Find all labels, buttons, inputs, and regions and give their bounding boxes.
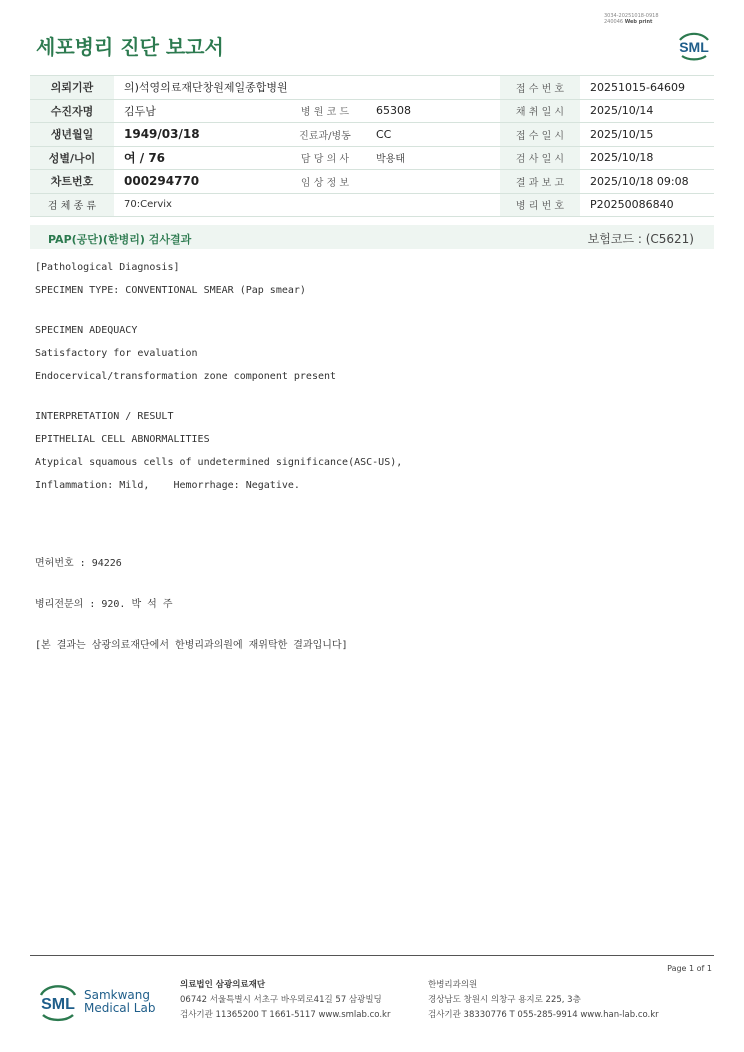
info-row <box>30 146 714 170</box>
value-sex-age: 여 / 76 <box>114 146 284 170</box>
samkwang-logo <box>36 981 80 1025</box>
logo-text: SML <box>41 996 75 1013</box>
sml-logo <box>674 28 714 64</box>
label-clinical-info: 임 상 정 보 <box>284 170 366 194</box>
result-section-header <box>30 225 714 249</box>
result-line: Satisfactory for evaluation <box>35 348 198 359</box>
label-sex-age: 성별/나이 <box>30 146 114 170</box>
value-receipt-date: 2025/10/15 <box>580 123 714 147</box>
value-clinical-info <box>366 170 500 194</box>
label-specimen-type: 검 체 종 류 <box>30 193 114 217</box>
value-department: CC <box>366 123 500 147</box>
brand-name <box>84 989 155 1015</box>
result-line: Atypical squamous cells of undetermined significance(ASC-US), <box>35 457 403 468</box>
insurance-code: 보험코드 : (C5621) <box>587 232 694 246</box>
label-pathology-number: 병 리 번 호 <box>500 193 580 217</box>
footer-divider <box>30 955 714 956</box>
org-contact: 검사기관 38330776 T 055-285-9914 www.han-lab.co.kr <box>428 1010 659 1020</box>
section-title: PAP(공단)(한병리) 검사결과 <box>48 233 192 246</box>
value-result-report: 2025/10/18 09:08 <box>580 170 714 194</box>
label-attending-doctor: 담 당 의 사 <box>284 146 366 170</box>
label-patient-name: 수진자명 <box>30 99 114 123</box>
org-name: 한병리과의원 <box>428 980 478 990</box>
label-result-report: 결 과 보 고 <box>500 170 580 194</box>
org-samkwang <box>180 978 390 1023</box>
value-collection-date: 2025/10/14 <box>580 99 714 123</box>
org-name: 의료법인 삼광의료재단 <box>180 980 266 990</box>
label-receipt-number: 접 수 번 호 <box>500 76 580 100</box>
brand-line1: Samkwang <box>84 988 150 1002</box>
value-test-date: 2025/10/18 <box>580 146 714 170</box>
print-id <box>604 13 659 25</box>
value-pathology-number: P20250086840 <box>580 193 714 217</box>
outsourcing-note: [본 결과는 삼광의료재단에서 한병리과의원에 재위탁한 결과입니다] <box>35 640 348 651</box>
result-line: Inflammation: Mild, Hemorrhage: Negative. <box>35 480 300 491</box>
value-attending-doctor: 박용태 <box>366 146 500 170</box>
value-requesting-institution: 의)석영의료재단창원제일종합병원 <box>114 76 500 100</box>
org-address: 경상남도 창원시 의창구 용지로 225, 3층 <box>428 995 581 1005</box>
result-line: EPITHELIAL CELL ABNORMALITIES <box>35 434 210 445</box>
license-number: 면허번호 : 94226 <box>35 558 122 569</box>
label-chart-number: 차트번호 <box>30 170 114 194</box>
label-hospital-code: 병 원 코 드 <box>284 99 366 123</box>
page-number: Page 1 of 1 <box>667 964 712 973</box>
value-birth-date: 1949/03/18 <box>114 123 284 147</box>
patient-info-table <box>30 75 714 217</box>
label-birth-date: 생년월일 <box>30 123 114 147</box>
value-receipt-number: 20251015-64609 <box>580 76 714 100</box>
value-chart-number: 000294770 <box>114 170 284 194</box>
result-line: SPECIMEN ADEQUACY <box>35 325 138 336</box>
org-hanpathology <box>428 978 659 1023</box>
org-contact: 검사기관 11365200 T 1661-5117 www.smlab.co.kr <box>180 1010 391 1020</box>
print-id-line2 <box>604 19 659 25</box>
info-row <box>30 193 714 217</box>
label-receipt-date: 접 수 일 시 <box>500 123 580 147</box>
result-line: INTERPRETATION / RESULT <box>35 411 174 422</box>
label-collection-date: 채 취 일 시 <box>500 99 580 123</box>
value-hospital-code: 65308 <box>366 99 500 123</box>
result-line: Endocervical/transformation zone component present <box>35 371 337 382</box>
print-id-code: 240046 <box>604 19 624 25</box>
label-requesting-institution: 의뢰기관 <box>30 76 114 100</box>
label-department: 진료과/병동 <box>284 123 366 147</box>
org-address: 06742 서울특별시 서초구 바우뫼로41길 57 삼광빌딩 <box>180 995 382 1005</box>
result-line: SPECIMEN TYPE: CONVENTIONAL SMEAR (Pap smear) <box>35 285 306 296</box>
pathologist: 병리전문의 : 920. 박 석 주 <box>35 599 173 610</box>
label-test-date: 검 사 일 시 <box>500 146 580 170</box>
value-specimen-type: 70:Cervix <box>114 193 500 217</box>
brand-line2: Medical Lab <box>84 1001 156 1015</box>
value-patient-name: 김두남 <box>114 99 284 123</box>
print-id-line1: 3034-20251018-0918 <box>604 13 659 19</box>
info-row <box>30 76 714 100</box>
print-id-label: Web print <box>624 19 653 25</box>
report-title: 세포병리 진단 보고서 <box>36 35 224 59</box>
info-row <box>30 170 714 194</box>
result-line: [Pathological Diagnosis] <box>35 262 180 273</box>
sml-logo-icon <box>674 28 714 64</box>
logo-text: SML <box>679 39 709 55</box>
sml-logo-icon <box>36 981 80 1025</box>
info-row <box>30 99 714 123</box>
info-row <box>30 123 714 147</box>
